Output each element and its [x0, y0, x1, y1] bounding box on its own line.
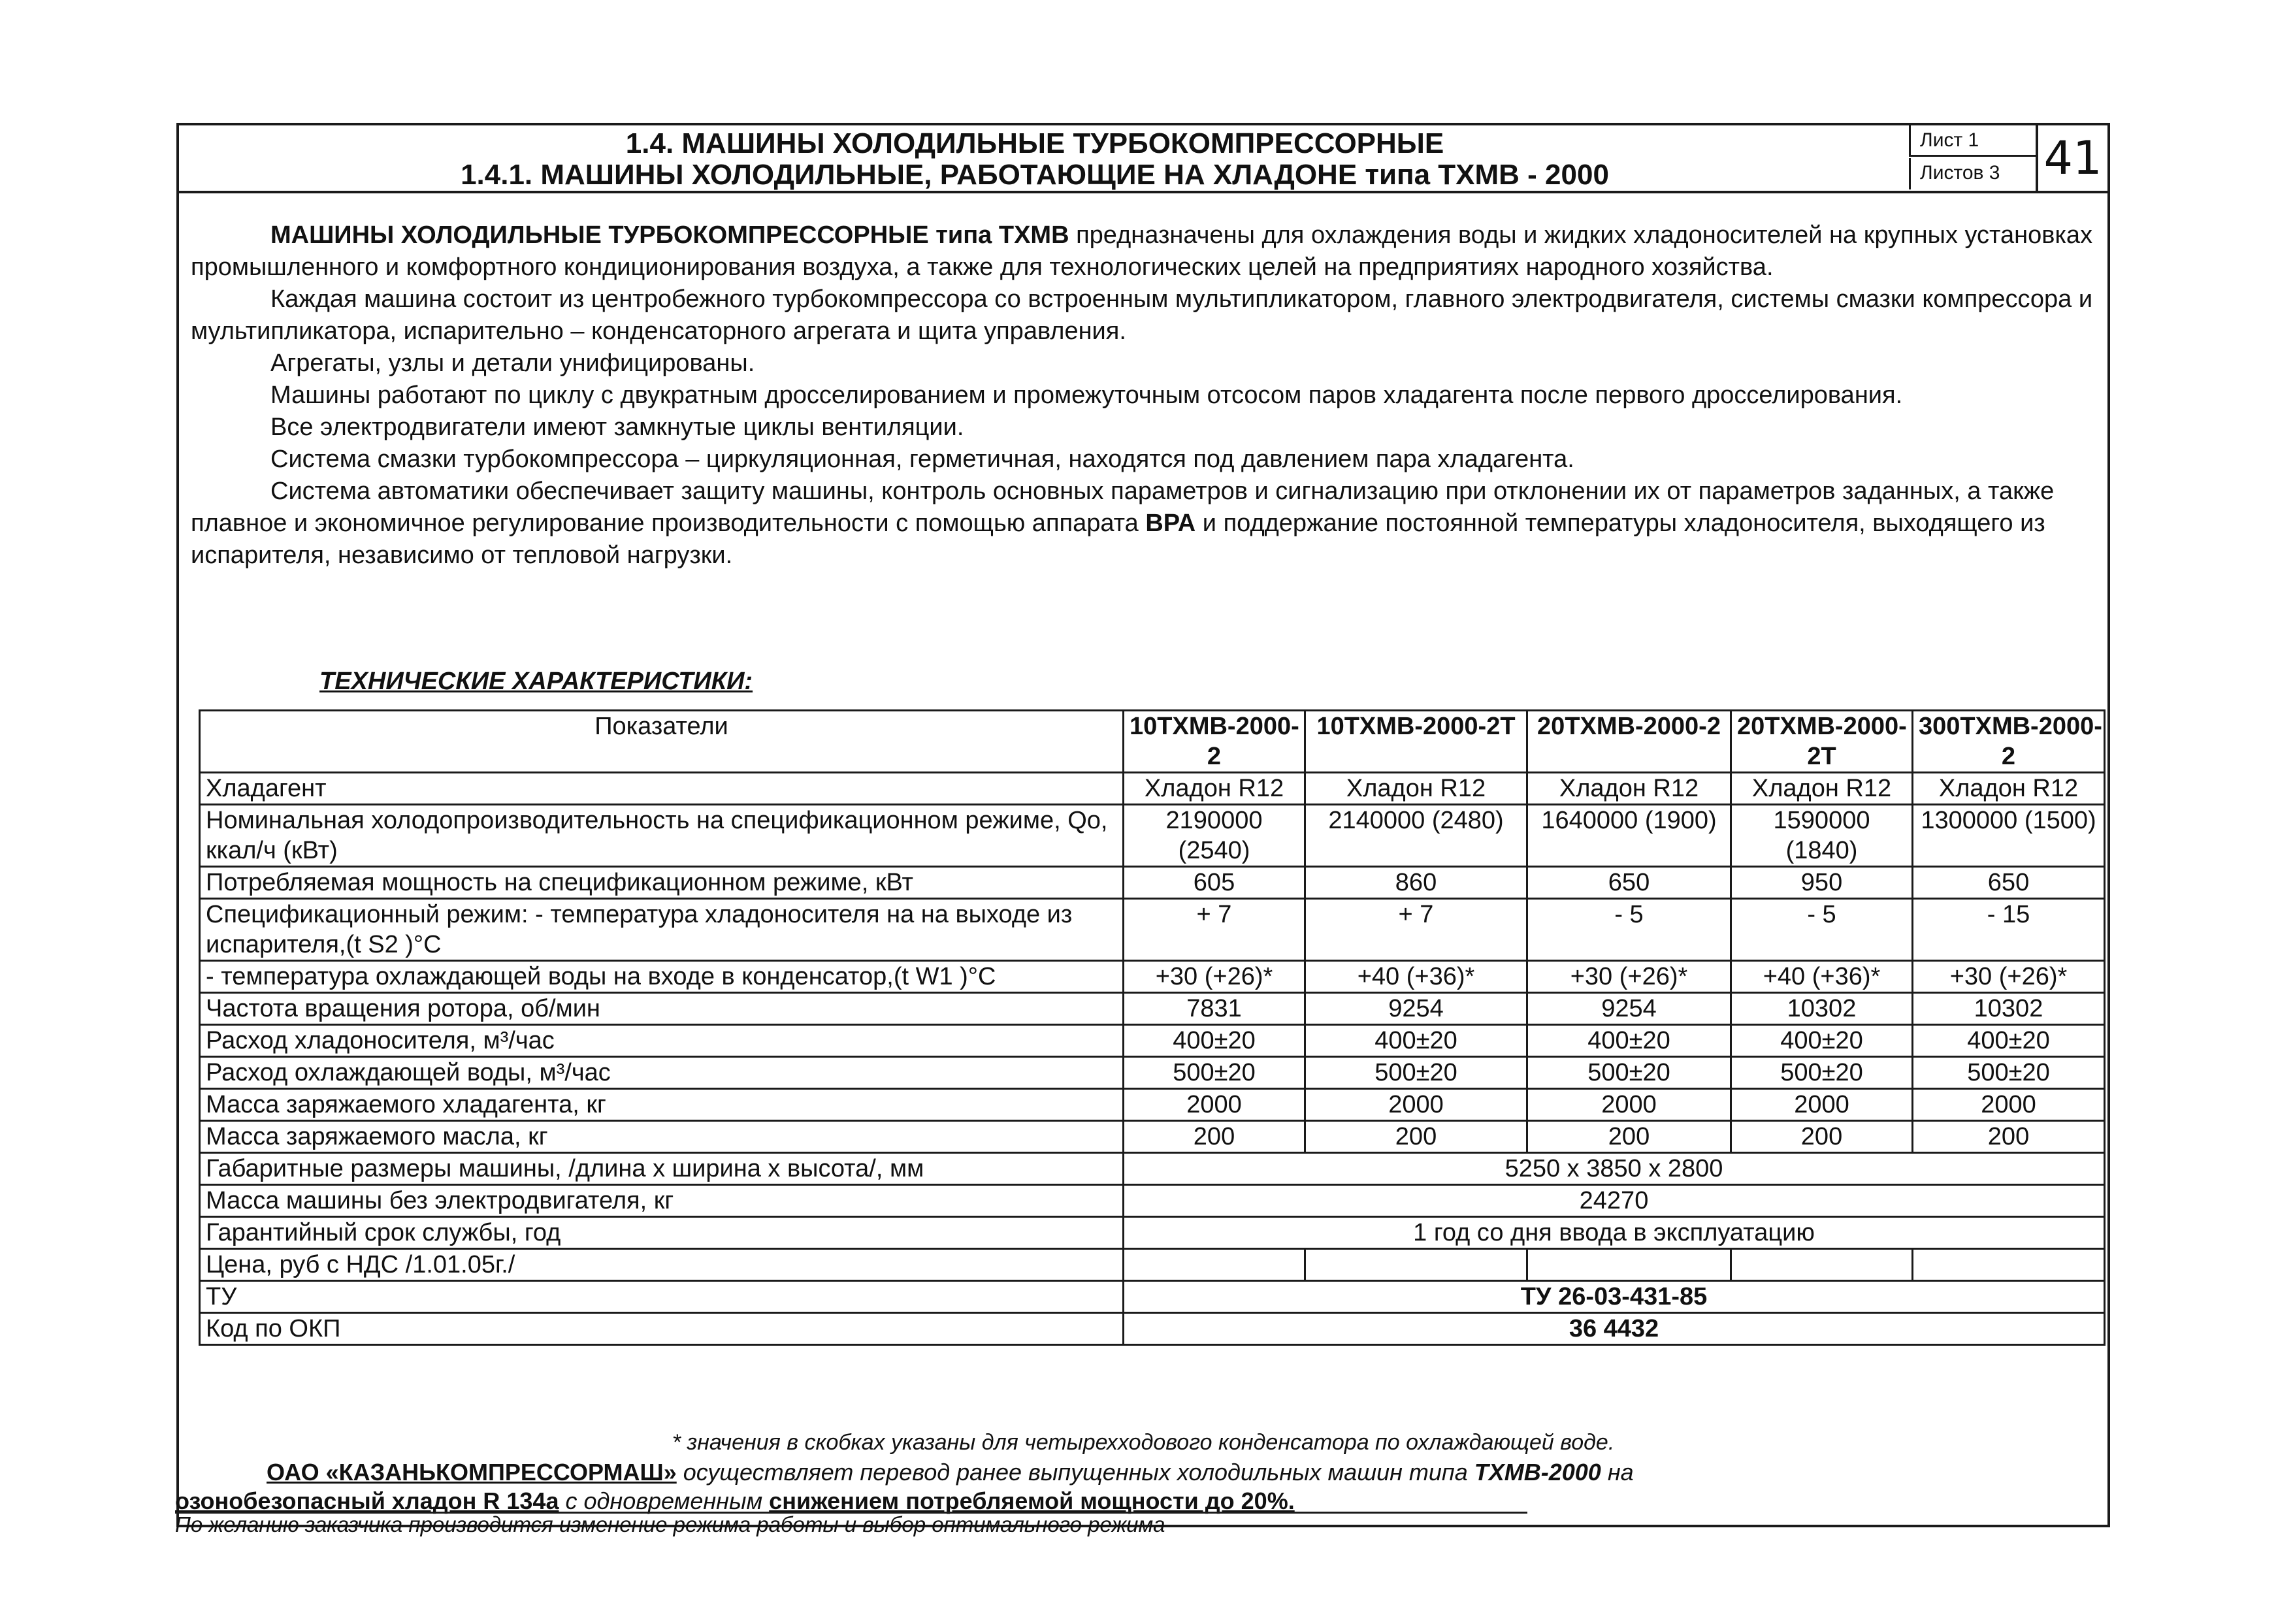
cell-value: 500±20 — [1305, 1057, 1527, 1089]
cell-value: 650 — [1527, 867, 1731, 899]
row-label: Код по ОКП — [200, 1313, 1124, 1345]
empty-price-cell — [1913, 1249, 2105, 1281]
cell-value: 1640000 (1900) — [1527, 805, 1731, 867]
cell-value: Хладон R12 — [1913, 773, 2105, 805]
cell-value: ТУ 26-03-431-85 — [1124, 1281, 2105, 1313]
tech-specs-heading: ТЕХНИЧЕСКИЕ ХАРАКТЕРИСТИКИ: — [319, 668, 753, 695]
cell-value: 400±20 — [1305, 1025, 1527, 1057]
cell-value: Хладон R12 — [1527, 773, 1731, 805]
cell-value: +30 (+26)* — [1527, 961, 1731, 993]
cell-value: 2000 — [1305, 1089, 1527, 1121]
cell-value: 400±20 — [1124, 1025, 1305, 1057]
cell-value: Хладон R12 — [1731, 773, 1913, 805]
row-label: Цена, руб с НДС /1.01.05г./ — [200, 1249, 1124, 1281]
sheet-info-box — [1909, 125, 2107, 191]
cell-value: 200 — [1527, 1121, 1731, 1153]
cell-value: 5250 х 3850 х 2800 — [1124, 1153, 2105, 1185]
paragraph: Система смазки турбокомпрессора – циркуляционная, герметичная, находятся под давлением пара хладагента. — [270, 446, 1574, 473]
row-label: Расход хладоносителя, м³/час — [200, 1025, 1124, 1057]
table-row — [200, 1057, 2105, 1089]
cell-value: 2000 — [1124, 1089, 1305, 1121]
table-row — [200, 1121, 2105, 1153]
cell-value: 10302 — [1731, 993, 1913, 1025]
cell-value: Хладон R12 — [1124, 773, 1305, 805]
cell-value: + 7 — [1124, 899, 1305, 961]
vra-term: ВРА — [1145, 510, 1196, 537]
table-row — [200, 1153, 2105, 1185]
footnote: * значения в скобках указаны для четырехходового конденсатора по охлаждающей воде. — [672, 1430, 1615, 1455]
company-name: ОАО «КАЗАНЬКОМПРЕССОРМАШ» — [267, 1459, 677, 1486]
section-title: 1.4. МАШИНЫ ХОЛОДИЛЬНЫЕ ТУРБОКОМПРЕССОРНЫЕ — [625, 127, 1444, 159]
cell-value: 200 — [1305, 1121, 1527, 1153]
column-header-param: Показатели — [200, 711, 1124, 773]
cell-value: - 15 — [1913, 899, 2105, 961]
cell-value: 2000 — [1913, 1089, 2105, 1121]
column-header-model: 10ТХМВ-2000-2 — [1124, 711, 1305, 773]
table-row — [200, 1025, 2105, 1057]
intro-bold: МАШИНЫ ХОЛОДИЛЬНЫЕ ТУРБОКОМПРЕССОРНЫЕ типа ТХМВ — [270, 221, 1069, 249]
cell-value: +30 (+26)* — [1124, 961, 1305, 993]
cell-value: + 7 — [1305, 899, 1527, 961]
specs-table — [199, 709, 2106, 1346]
column-header-model: 300ТХМВ-2000-2 — [1913, 711, 2105, 773]
cell-value: +40 (+36)* — [1731, 961, 1913, 993]
cell-value: 9254 — [1527, 993, 1731, 1025]
cell-value: 2190000 (2540) — [1124, 805, 1305, 867]
page-number: 41 — [2036, 125, 2107, 191]
table-row — [200, 1185, 2105, 1217]
table-row — [200, 1313, 2105, 1345]
automation-text-end: и поддержание постоянной температуры хладоносителя, выходящего из испарителя, независимо от тепловой нагрузки. — [191, 510, 2045, 569]
row-label: Потребляемая мощность на спецификационном режиме, кВт — [200, 867, 1124, 899]
cell-value: - 5 — [1527, 899, 1731, 961]
paragraph: Все электродвигатели имеют замкнутые циклы вентиляции. — [270, 414, 964, 441]
cell-value: 500±20 — [1527, 1057, 1731, 1089]
column-header-model: 20ТХМВ-2000-2Т — [1731, 711, 1913, 773]
empty-price-cell — [1305, 1249, 1527, 1281]
column-header-model: 20ТХМВ-2000-2 — [1527, 711, 1731, 773]
power-reduction: снижением потребляемой мощности до 20%. — [769, 1487, 1295, 1514]
cell-value: 2000 — [1731, 1089, 1913, 1121]
subsection-title: 1.4.1. МАШИНЫ ХОЛОДИЛЬНЫЕ, РАБОТАЮЩИЕ НА ХЛАДОНЕ типа ТХМВ - 2000 — [461, 159, 1609, 191]
cell-value: 1300000 (1500) — [1913, 805, 2105, 867]
promo-text-3: с одновременным — [559, 1487, 770, 1514]
row-label: Масса машины без электродвигателя, кг — [200, 1185, 1124, 1217]
cell-value: 36 4432 — [1124, 1313, 2105, 1345]
cell-value: 950 — [1731, 867, 1913, 899]
table-row — [200, 1249, 2105, 1281]
row-label: Спецификационный режим: - температура хладоносителя на на выходе из испарителя,(t S2 )°С — [200, 899, 1124, 961]
cell-value: 200 — [1124, 1121, 1305, 1153]
table-row — [200, 899, 2105, 961]
cell-value: +30 (+26)* — [1913, 961, 2105, 993]
row-label: - температура охлаждающей воды на входе в конденсатор,(t W1 )°С — [200, 961, 1124, 993]
empty-price-cell — [1124, 1249, 1305, 1281]
cell-value: 400±20 — [1731, 1025, 1913, 1057]
paragraph: Каждая машина состоит из центробежного турбокомпрессора со встроенным мультипликатором, главного электродвигателя, системы смазки компрессора и мультипликатора, испарительно – конденсаторного агрегата и щита управления. — [191, 285, 2093, 345]
cell-value: 500±20 — [1124, 1057, 1305, 1089]
cell-value: 10302 — [1913, 993, 2105, 1025]
document-sheet — [175, 123, 2110, 1536]
column-header-model: 10ТХМВ-2000-2Т — [1305, 711, 1527, 773]
promo-text-2: на — [1601, 1459, 1634, 1486]
table-row — [200, 1281, 2105, 1313]
table-row — [200, 1217, 2105, 1249]
paragraph: Агрегаты, узлы и детали унифицированы. — [270, 349, 755, 377]
row-label: Расход охлаждающей воды, м³/час — [200, 1057, 1124, 1089]
cell-value: 200 — [1731, 1121, 1913, 1153]
paragraph: Машины работают по циклу с двукратным дросселированием и промежуточным отсосом паров хладагента после первого дросселирования. — [270, 382, 1903, 409]
cell-value: 7831 — [1124, 993, 1305, 1025]
row-label: ТУ — [200, 1281, 1124, 1313]
cell-value: 860 — [1305, 867, 1527, 899]
table-row — [200, 867, 2105, 899]
model-name: ТХМВ-2000 — [1474, 1459, 1601, 1486]
paragraph — [191, 476, 2098, 572]
table-row — [200, 805, 2105, 867]
row-label: Номинальная холодопроизводительность на спецификационном режиме, Qo, ккал/ч (кВт) — [200, 805, 1124, 867]
cell-value: 650 — [1913, 867, 2105, 899]
cell-value: 1 год со дня ввода в эксплуатацию — [1124, 1217, 2105, 1249]
row-label: Масса заряжаемого хладагента, кг — [200, 1089, 1124, 1121]
cell-value: 500±20 — [1913, 1057, 2105, 1089]
sheet-number: Лист 1 — [1909, 125, 2036, 157]
cell-value: 2140000 (2480) — [1305, 805, 1527, 867]
empty-price-cell — [1527, 1249, 1731, 1281]
table-header-row — [200, 711, 2105, 773]
cell-value: 605 — [1124, 867, 1305, 899]
row-label: Габаритные размеры машины, /длина х ширина х высота/, мм — [200, 1153, 1124, 1185]
intro-paragraph — [191, 219, 2098, 284]
cell-value: Хладон R12 — [1305, 773, 1527, 805]
table-row — [200, 993, 2105, 1025]
cell-value: 2000 — [1527, 1089, 1731, 1121]
header — [179, 125, 2107, 193]
row-label: Масса заряжаемого масла, кг — [200, 1121, 1124, 1153]
cell-value: 500±20 — [1731, 1057, 1913, 1089]
cell-value: 24270 — [1124, 1185, 2105, 1217]
cell-value: 400±20 — [1527, 1025, 1731, 1057]
table-row — [200, 1089, 2105, 1121]
intro-rest: предназначены для охлаждения воды и жидких хладоносителей на крупных установках промышленного и комфортного кондиционирования воздуха, а также для технологических целей на предприятиях народного хозяйства. — [191, 221, 2093, 281]
sheets-total: Листов 3 — [1909, 158, 2036, 189]
empty-price-cell — [1731, 1249, 1913, 1281]
table-row — [200, 961, 2105, 993]
cell-value: - 5 — [1731, 899, 1913, 961]
refrigerant-name: озонобезопасный хладон R 134а — [175, 1487, 559, 1514]
customer-note: По желанию заказчика производится изменение режима работы и выбор оптимального режима — [175, 1512, 1527, 1536]
cell-value: 200 — [1913, 1121, 2105, 1153]
cell-value: 400±20 — [1913, 1025, 2105, 1057]
description — [191, 219, 2098, 572]
cell-value: 1590000 (1840) — [1731, 805, 1913, 867]
cell-value: 9254 — [1305, 993, 1527, 1025]
promo-text — [175, 1458, 2109, 1516]
row-label: Частота вращения ротора, об/мин — [200, 993, 1124, 1025]
cell-value: +40 (+36)* — [1305, 961, 1527, 993]
row-label: Хладагент — [200, 773, 1124, 805]
row-label: Гарантийный срок службы, год — [200, 1217, 1124, 1249]
automation-text: Система автоматики обеспечивает защиту машины, контроль основных параметров и сигнализацию при отклонении их от параметров заданных, а также плавное и экономичное регулирование производительности с помощью аппарата — [191, 478, 2055, 537]
promo-text-1: осуществляет перевод ранее выпущенных холодильных машин типа — [676, 1459, 1474, 1486]
table-row — [200, 773, 2105, 805]
